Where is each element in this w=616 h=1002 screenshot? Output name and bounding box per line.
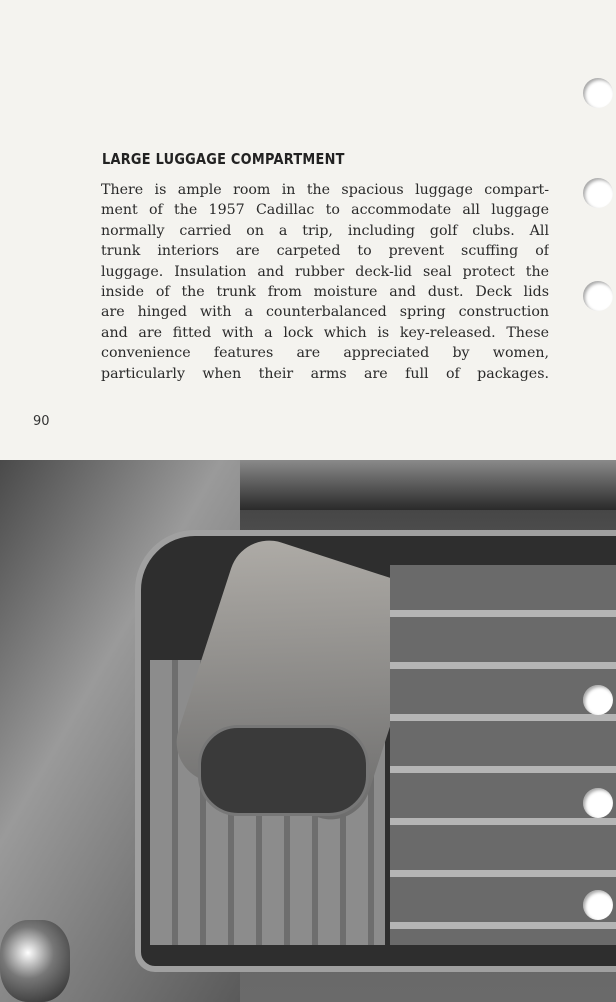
binder-hole [583, 78, 613, 108]
binder-hole [583, 890, 613, 920]
body-line: ment of the 1957 Cadillac to accommodate all luggage [101, 202, 549, 219]
binder-hole [583, 788, 613, 818]
body-line: There is ample room in the spacious luggage compart- [101, 182, 549, 198]
binder-hole [583, 685, 613, 715]
trunk-lid [230, 460, 616, 510]
binder-hole [583, 178, 613, 208]
body-line: trunk interiors are carpeted to prevent scuffing of [101, 243, 549, 260]
golf-bag-end [198, 725, 369, 816]
body-line: and are fitted with a lock which is key-released. These [101, 324, 549, 341]
body-line: inside of the trunk from moisture and dust. Deck lids [101, 283, 549, 300]
body-line: normally carried on a trip, including golf clubs. All [101, 222, 549, 239]
body-line: convenience features are appreciated by women, [101, 345, 549, 362]
section-heading: LARGE LUGGAGE COMPARTMENT [102, 150, 345, 168]
suitcase-stack [390, 565, 616, 945]
body-line: particularly when their arms are full of packages. [101, 365, 549, 382]
body-line: luggage. Insulation and rubber deck-lid seal protect the [101, 263, 549, 280]
car-bumper [0, 920, 70, 1002]
page-number: 90 [33, 414, 50, 429]
binder-hole [583, 281, 613, 311]
trunk-photo [0, 460, 616, 1002]
body-line: are hinged with a counterbalanced spring construction [101, 304, 549, 321]
body-text [101, 180, 549, 384]
